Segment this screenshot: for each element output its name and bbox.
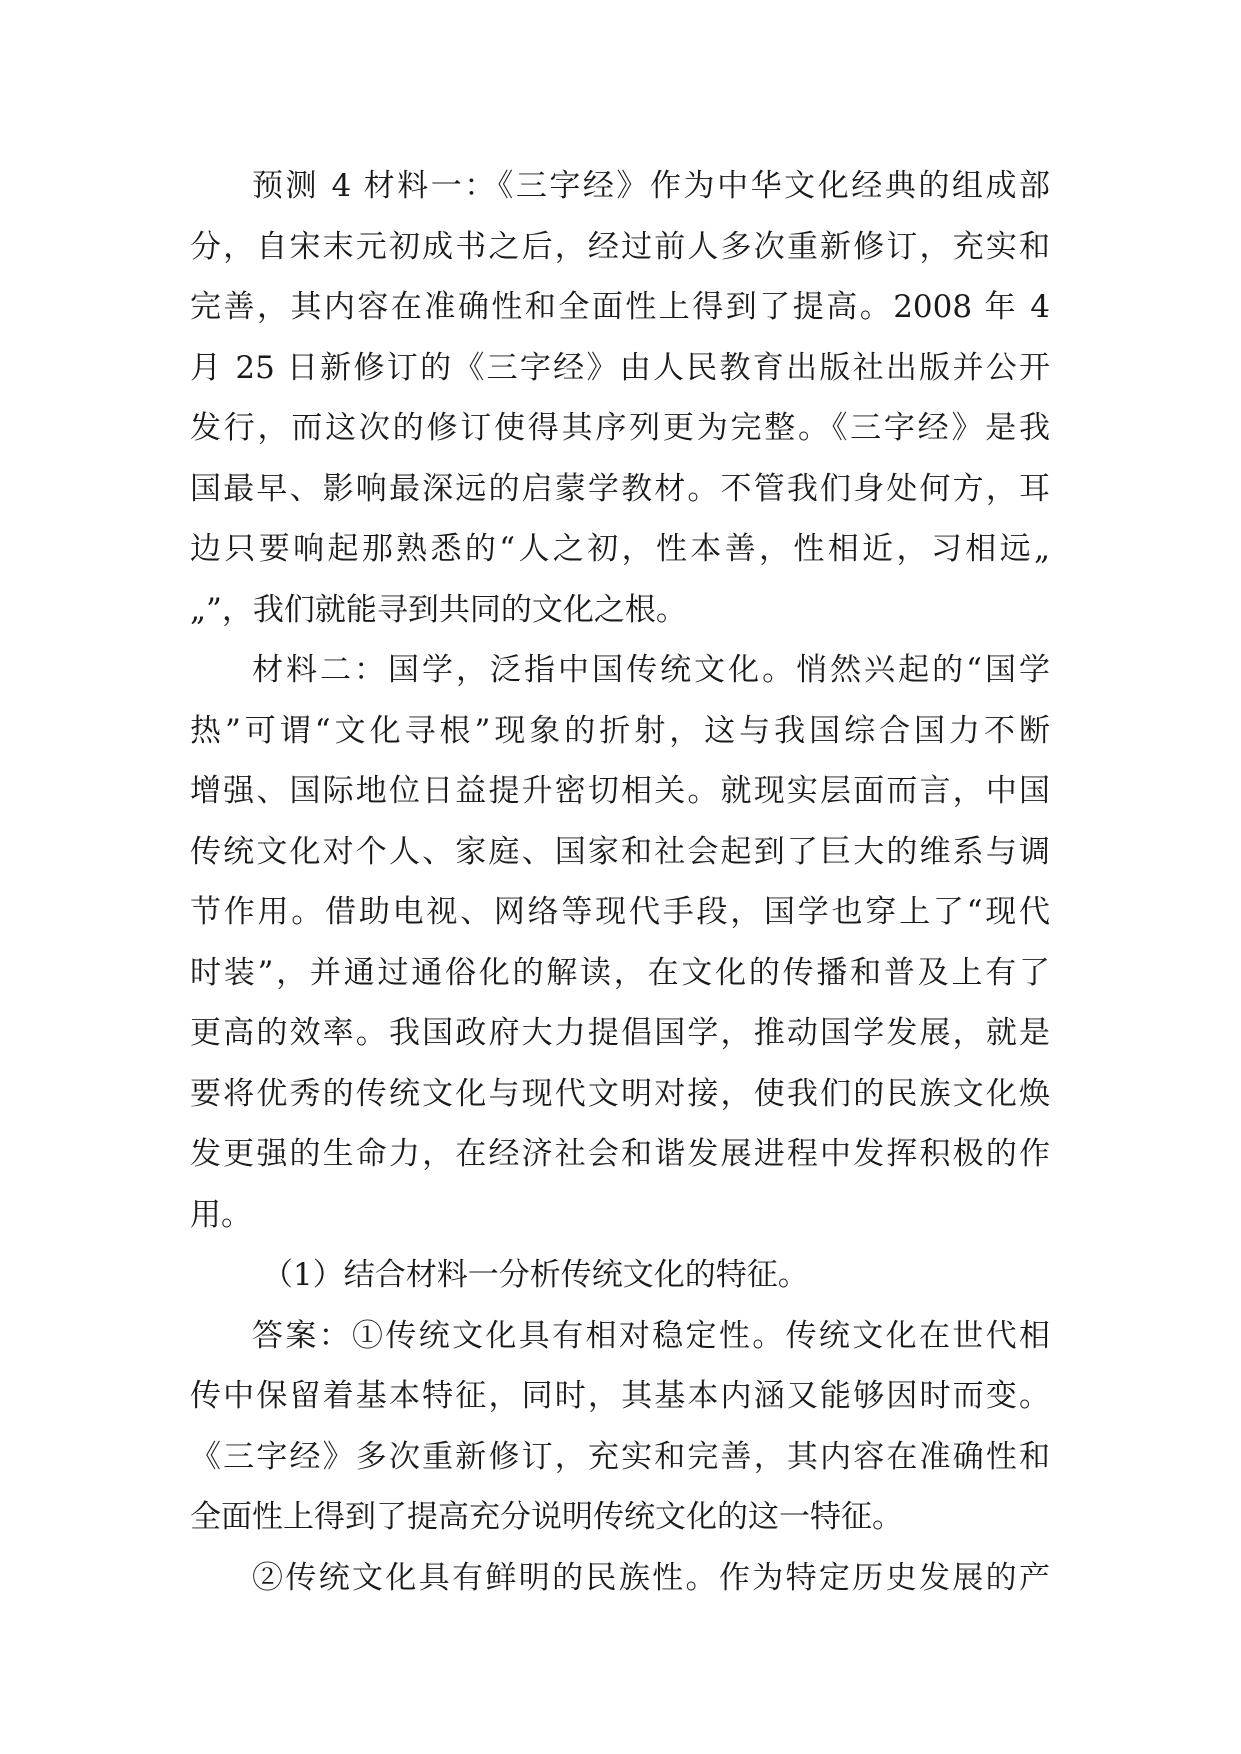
text-line: 边只要响起那熟悉的“人之初，性本善，性相近，习相远„ xyxy=(190,531,1050,567)
text-line: 更高的效率。我国政府大力提倡国学，推动国学发展，就是 xyxy=(190,1015,1050,1051)
text-line: 月 25 日新修订的《三字经》由人民教育出版社出版并公开 xyxy=(190,349,1050,386)
text-line: 传统文化对个人、家庭、国家和社会起到了巨大的维系与调 xyxy=(190,833,1050,870)
text-line: 增强、国际地位日益提升密切相关。就现实层面而言，中国 xyxy=(190,773,1050,809)
text-line: 分，自宋末元初成书之后，经过前人多次重新修订，充实和 xyxy=(190,228,1050,265)
text-line: 发行，而这次的修订使得其序列更为完整。《三字经》是我 xyxy=(190,410,1050,446)
document-body xyxy=(190,156,1050,1608)
text-line: 《三字经》多次重新修订，充实和完善，其内容在准确性和 xyxy=(190,1438,1050,1475)
text-line: 热”可谓“文化寻根”现象的折射，这与我国综合国力不断 xyxy=(190,712,1050,749)
text-line: 时装”，并通过通俗化的解读，在文化的传播和普及上有了 xyxy=(190,954,1050,991)
text-line: „”，我们就能寻到共同的文化之根。 xyxy=(190,591,687,628)
text-line: 答案：①传统文化具有相对稳定性。传统文化在世代相 xyxy=(252,1317,1050,1354)
text-line: 节作用。借助电视、网络等现代手段，国学也穿上了“现代 xyxy=(190,894,1050,930)
text-line: ②传统文化具有鲜明的民族性。作为特定历史发展的产 xyxy=(252,1559,1050,1596)
text-line: 要将优秀的传统文化与现代文明对接，使我们的民族文化焕 xyxy=(190,1075,1050,1112)
text-line: 传中保留着基本特征，同时，其基本内涵又能够因时而变。 xyxy=(190,1378,1050,1414)
text-line: （1）结合材料一分析传统文化的特征。 xyxy=(262,1257,809,1293)
text-line: 全面性上得到了提高充分说明传统文化的这一特征。 xyxy=(190,1499,903,1535)
text-line: 用。 xyxy=(190,1196,252,1233)
text-line: 发更强的生命力，在经济社会和谐发展进程中发挥积极的作 xyxy=(190,1136,1050,1172)
text-line: 材料二：国学，泛指中国传统文化。悄然兴起的“国学 xyxy=(252,652,1050,688)
text-line: 完善，其内容在准确性和全面性上得到了提高。2008 年 4 xyxy=(190,289,1050,325)
text-line: 预测 4 材料一：《三字经》作为中华文化经典的组成部 xyxy=(252,168,1050,204)
text-line: 国最早、影响最深远的启蒙学教材。不管我们身处何方，耳 xyxy=(190,470,1050,507)
